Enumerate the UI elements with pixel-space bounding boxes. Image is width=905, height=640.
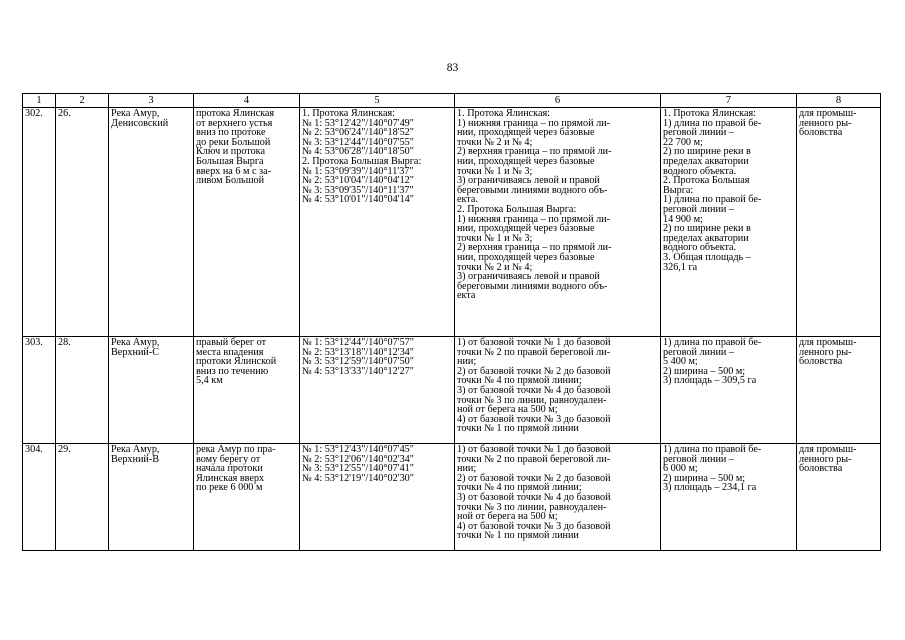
cell-text-line: ленного ры- bbox=[799, 117, 852, 129]
table-row bbox=[23, 108, 881, 337]
cell-text-line: нии, проходящей через базовые bbox=[457, 127, 595, 139]
cell-text-line: 326,1 га bbox=[663, 261, 698, 273]
cell-text-line: 1) длина по правой бе- bbox=[663, 337, 762, 348]
cell-text-line: по реке 6 000 м bbox=[196, 482, 263, 494]
cell-text-line: до реки Большой bbox=[196, 136, 271, 148]
cell-text-line: береговыми линиями водного объ- bbox=[457, 184, 608, 196]
cell-text-line: точки № 2 и № 4; bbox=[457, 136, 533, 148]
cell-text-line: для промыш- bbox=[799, 108, 857, 119]
cell-text-line: реговой линии – bbox=[663, 203, 734, 215]
cell-text-line: 5 400 м; bbox=[663, 356, 698, 368]
area-dimensions bbox=[661, 444, 797, 551]
cell-text-line: № 2: 53°12'06"/140°02'34" bbox=[302, 453, 414, 465]
cell-text-line: № 1: 53°12'44"/140°07'57" bbox=[302, 337, 414, 348]
cell-text-line: 1. Протока Ялинская: bbox=[663, 108, 757, 119]
cell-text-line: 2. Протока Большая Вырга: bbox=[302, 155, 422, 167]
cell-text-line: 1) нижняя граница – по прямой ли- bbox=[457, 213, 610, 225]
page-number: 83 bbox=[446, 62, 459, 74]
cell-text-line: 1. Протока Ялинская: bbox=[457, 108, 551, 119]
cell-text-line: ной от берега на 500 м; bbox=[457, 511, 558, 523]
cell-text-line: точки № 2 и № 4; bbox=[457, 261, 533, 273]
cell-text-line: 2. Протока Большая bbox=[663, 175, 750, 187]
cell-text-line: 22 700 м; bbox=[663, 136, 703, 148]
cell-text-line: боловства bbox=[799, 127, 843, 139]
cell-text-line: Верхний-С bbox=[111, 346, 160, 358]
cell-text-line: нии; bbox=[457, 356, 477, 368]
usage-purpose bbox=[797, 444, 881, 551]
cell-text-line: Денисовский bbox=[111, 117, 169, 129]
cell-text-line: точки № 2 по правой береговой ли- bbox=[457, 346, 611, 358]
cell-text-line: точки № 1 и № 3; bbox=[457, 165, 533, 177]
cell-text-line: 2. Протока Большая Вырга: bbox=[457, 203, 577, 215]
area-number: 26. bbox=[56, 108, 109, 337]
cell-text-line: № 1: 53°12'42"/140°07'49" bbox=[302, 117, 414, 129]
cell-text-line: вверх на 6 м с за- bbox=[196, 165, 271, 177]
area-description bbox=[194, 337, 300, 444]
column-header-1: 1 bbox=[23, 94, 56, 108]
cell-text-line: точки № 4 по прямой линии; bbox=[457, 375, 582, 387]
cell-text-line: 1. Протока Ялинская: bbox=[302, 108, 396, 119]
cell-text-line: для промыш- bbox=[799, 337, 857, 348]
cell-text-line: ной от берега на 500 м; bbox=[457, 404, 558, 416]
usage-purpose bbox=[797, 108, 881, 337]
cell-text-line: 1) нижняя граница – по прямой ли- bbox=[457, 117, 610, 129]
cell-text-line: екта. bbox=[457, 194, 478, 206]
cell-text-line: места впадения bbox=[196, 346, 264, 358]
cell-text-line: протока Ялинская bbox=[196, 108, 275, 119]
row-number: 304. bbox=[23, 444, 56, 551]
column-header-6: 6 bbox=[455, 94, 661, 108]
cell-text-line: 5,4 км bbox=[196, 375, 223, 387]
cell-text-line: нии, проходящей через базовые bbox=[457, 251, 595, 263]
cell-text-line: 1) от базовой точки № 1 до базовой bbox=[457, 337, 611, 348]
cell-text-line: № 3: 53°12'55"/140°07'41" bbox=[302, 463, 414, 475]
cell-text-line: № 4: 53°10'01"/140°04'14" bbox=[302, 194, 414, 206]
cell-text-line: Вырга: bbox=[663, 184, 694, 196]
table-row bbox=[23, 444, 881, 551]
cell-text-line: 2) по ширине реки в bbox=[663, 146, 751, 158]
cell-text-line: начала протоки bbox=[196, 463, 263, 475]
cell-text-line: 2) верхняя граница – по прямой ли- bbox=[457, 146, 612, 158]
cell-text-line: протоки Ялинской bbox=[196, 356, 277, 368]
cell-text-line: 6 000 м; bbox=[663, 463, 698, 475]
cell-text-line: точки № 3 по линии, равноудален- bbox=[457, 501, 607, 513]
usage-purpose bbox=[797, 337, 881, 444]
area-number: 28. bbox=[56, 337, 109, 444]
cell-text-line: Большая Вырга bbox=[196, 155, 264, 167]
cell-text-line: 1) длина по правой бе- bbox=[663, 117, 762, 129]
cell-text-line: пределах акватории bbox=[663, 155, 749, 167]
column-header-7: 7 bbox=[661, 94, 797, 108]
cell-text-line: точки № 4 по прямой линии; bbox=[457, 482, 582, 494]
cell-text-line: 3) от базовой точки № 4 до базовой bbox=[457, 384, 611, 396]
water-body-name bbox=[109, 337, 194, 444]
header-row bbox=[23, 94, 881, 108]
cell-text-line: от верхнего устья bbox=[196, 117, 273, 129]
cell-text-line: пределах акватории bbox=[663, 232, 749, 244]
cell-text-line: реговой линии – bbox=[663, 453, 734, 465]
cell-text-line: 3. Общая площадь – bbox=[663, 251, 751, 263]
cell-text-line: екта bbox=[457, 290, 476, 302]
cell-text-line: береговыми линиями водного объ- bbox=[457, 280, 608, 292]
cell-text-line: 14 900 м; bbox=[663, 213, 703, 225]
area-description bbox=[194, 108, 300, 337]
row-number: 302. bbox=[23, 108, 56, 337]
cell-text-line: № 2: 53°13'18"/140°12'34" bbox=[302, 346, 414, 358]
cell-text-line: вниз по течению bbox=[196, 365, 269, 377]
cell-text-line: ливом Большой bbox=[196, 175, 265, 187]
cell-text-line: Верхний-В bbox=[111, 453, 160, 465]
cell-text-line: 1) от базовой точки № 1 до базовой bbox=[457, 444, 611, 455]
cell-text-line: 3) площадь – 309,5 га bbox=[663, 375, 757, 387]
cell-text-line: Река Амур, bbox=[111, 108, 160, 119]
table-row bbox=[23, 337, 881, 444]
cell-text-line: 1) длина по правой бе- bbox=[663, 444, 762, 455]
cell-text-line: нии; bbox=[457, 463, 477, 475]
cell-text-line: точки № 1 по прямой линии bbox=[457, 530, 579, 542]
area-dimensions bbox=[661, 108, 797, 337]
cell-text-line: № 2: 53°10'04"/140°04'12" bbox=[302, 175, 414, 187]
cell-text-line: точки № 1 и № 3; bbox=[457, 232, 533, 244]
area-dimensions bbox=[661, 337, 797, 444]
area-number: 29. bbox=[56, 444, 109, 551]
cell-text-line: вому берегу от bbox=[196, 453, 261, 465]
cell-text-line: 2) верхняя граница – по прямой ли- bbox=[457, 242, 612, 254]
boundary-description bbox=[455, 108, 661, 337]
cell-text-line: 4) от базовой точки № 3 до базовой bbox=[457, 520, 611, 532]
cell-text-line: 2) от базовой точки № 2 до базовой bbox=[457, 472, 611, 484]
cell-text-line: № 4: 53°13'33"/140°12'27" bbox=[302, 365, 414, 377]
cell-text-line: Река Амур, bbox=[111, 337, 160, 348]
cell-text-line: 2) ширина – 500 м; bbox=[663, 472, 746, 484]
cell-text-line: 1) длина по правой бе- bbox=[663, 194, 762, 206]
cell-text-line: нии, проходящей через базовые bbox=[457, 155, 595, 167]
cell-text-line: № 4: 53°06'28"/140°18'50" bbox=[302, 146, 414, 158]
cell-text-line: Ялинская вверх bbox=[196, 472, 265, 484]
cell-text-line: точки № 2 по правой береговой ли- bbox=[457, 453, 611, 465]
column-header-5: 5 bbox=[300, 94, 455, 108]
boundary-description bbox=[455, 444, 661, 551]
cell-text-line: реговой линии – bbox=[663, 346, 734, 358]
cell-text-line: 4) от базовой точки № 3 до базовой bbox=[457, 413, 611, 425]
cell-text-line: 2) по ширине реки в bbox=[663, 223, 751, 235]
water-body-name bbox=[109, 108, 194, 337]
row-number: 303. bbox=[23, 337, 56, 444]
cell-text-line: 2) от базовой точки № 2 до базовой bbox=[457, 365, 611, 377]
cell-text-line: реговой линии – bbox=[663, 127, 734, 139]
water-body-name bbox=[109, 444, 194, 551]
cell-text-line: боловства bbox=[799, 356, 843, 368]
column-header-3: 3 bbox=[109, 94, 194, 108]
area-description bbox=[194, 444, 300, 551]
cell-text-line: водного объекта. bbox=[663, 165, 737, 177]
cell-text-line: вниз по протоке bbox=[196, 127, 266, 139]
cell-text-line: № 1: 53°09'39"/140°11'37" bbox=[302, 165, 414, 177]
cell-text-line: № 2: 53°06'24"/140°18'52" bbox=[302, 127, 414, 139]
cell-text-line: 3) от базовой точки № 4 до базовой bbox=[457, 491, 611, 503]
cell-text-line: ленного ры- bbox=[799, 346, 852, 358]
cell-text-line: нии, проходящей через базовые bbox=[457, 223, 595, 235]
column-header-4: 4 bbox=[194, 94, 300, 108]
cell-text-line: 3) ограничиваясь левой и правой bbox=[457, 175, 600, 187]
cell-text-line: № 1: 53°12'43"/140°07'45" bbox=[302, 444, 414, 455]
cell-text-line: точки № 1 по прямой линии bbox=[457, 423, 579, 435]
cell-text-line: Река Амур, bbox=[111, 444, 160, 455]
cell-text-line: 3) площадь – 234,1 га bbox=[663, 482, 757, 494]
cell-text-line: точки № 3 по линии, равноудален- bbox=[457, 394, 607, 406]
cell-text-line: № 3: 53°12'59"/140°07'50" bbox=[302, 356, 414, 368]
fishing-areas-table bbox=[22, 93, 881, 551]
cell-text-line: 3) ограничиваясь левой и правой bbox=[457, 271, 600, 283]
column-header-2: 2 bbox=[56, 94, 109, 108]
cell-text-line: № 3: 53°09'35"/140°11'37" bbox=[302, 184, 414, 196]
cell-text-line: боловства bbox=[799, 463, 843, 475]
column-header-8: 8 bbox=[797, 94, 881, 108]
cell-text-line: Ключ и протока bbox=[196, 146, 266, 158]
cell-text-line: № 4: 53°12'19"/140°02'30" bbox=[302, 472, 414, 484]
cell-text-line: для промыш- bbox=[799, 444, 857, 455]
boundary-description bbox=[455, 337, 661, 444]
cell-text-line: правый берег от bbox=[196, 337, 267, 348]
cell-text-line: водного объекта. bbox=[663, 242, 737, 254]
base-point-coordinates bbox=[300, 444, 455, 551]
cell-text-line: река Амур по пра- bbox=[196, 444, 276, 455]
base-point-coordinates bbox=[300, 337, 455, 444]
base-point-coordinates bbox=[300, 108, 455, 337]
cell-text-line: ленного ры- bbox=[799, 453, 852, 465]
cell-text-line: 2) ширина – 500 м; bbox=[663, 365, 746, 377]
cell-text-line: № 3: 53°12'44"/140°07'55" bbox=[302, 136, 414, 148]
